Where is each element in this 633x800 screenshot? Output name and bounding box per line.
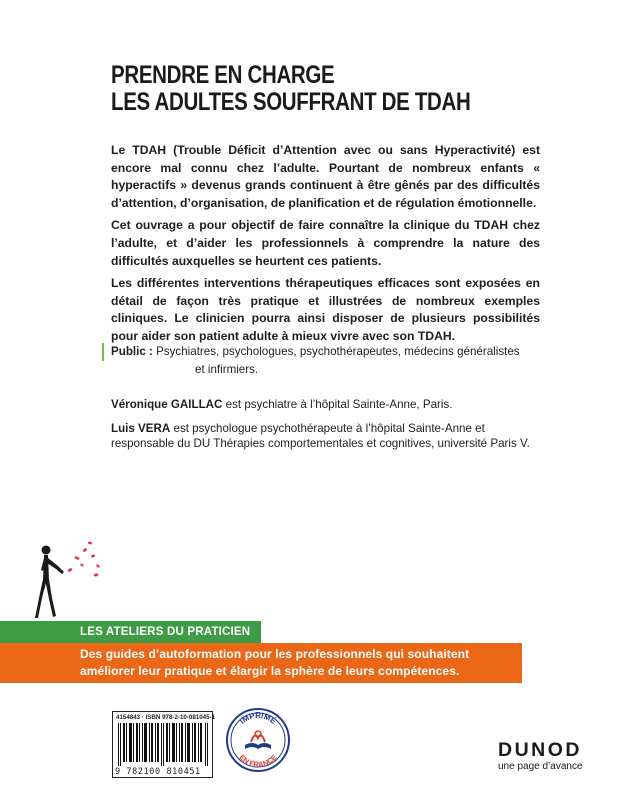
summary-text <box>111 142 540 351</box>
barcode-digits: 9 782100 810451 <box>115 767 201 777</box>
barcode <box>112 711 216 778</box>
author-name: Véronique GAILLAC <box>111 398 223 411</box>
seal-bottom-text: EN FRANCE <box>237 752 279 770</box>
walking-man-illustration <box>30 540 110 627</box>
audience-accent-bar <box>102 343 104 361</box>
author-name: Luis VERA <box>111 422 171 435</box>
summary-paragraph-1: Le TDAH (Trouble Déficit d’Attention avec ou sans Hyperactivité) est encore mal connu chez l’adulte. Pourtant de nombreux enfants « hyperactifs » devenus grands continuent à être gênés par des difficultés d’attention, d’organisation, de planification et de régulation émotionnelle. <box>111 143 540 210</box>
audience-section <box>111 343 551 378</box>
audience-line-1: Psychiatres, psychologues, psychothérapeutes, médecins généralistes <box>156 345 520 358</box>
publisher-tagline: une page d’avance <box>498 761 583 772</box>
title-line-1: PRENDRE EN CHARGE <box>111 61 335 89</box>
audience-line-2: et infirmiers. <box>195 362 259 376</box>
barcode-bars <box>117 723 210 766</box>
publisher-brand <box>498 740 598 772</box>
publisher-logo: DUNOD <box>498 739 582 761</box>
authors-section <box>111 397 551 460</box>
book-title <box>111 61 471 116</box>
seal-top-text: IMPRIMÉ <box>237 711 278 726</box>
author-bio: est psychiatre à l’hôpital Sainte-Anne, Paris. <box>225 398 453 411</box>
title-line-2: LES ADULTES SOUFFRANT DE TDAH <box>111 88 471 116</box>
series-tagline-band <box>0 643 522 683</box>
series-tagline-line-1: Des guides d’autoformation pour les professionnels qui souhaitent <box>80 647 470 661</box>
printed-in-france-seal <box>225 707 291 773</box>
author-entry <box>111 397 551 412</box>
author-entry <box>111 421 551 451</box>
summary-paragraph-2: Cet ouvrage a pour objectif de faire connaître la clinique du TDAH chez l’adulte, et d’aider les professionnels à comprendre la nature des difficultés auxquelles se heurtent ces patients. <box>111 218 540 268</box>
isbn-text: 4154843 · ISBN 978-2-10-081045-1 <box>116 714 216 721</box>
series-tagline-line-2: améliorer leur pratique et élargir la sphère de leurs compétences. <box>80 664 460 678</box>
series-name-band: LES ATELIERS DU PRATICIEN <box>0 621 261 643</box>
audience-label: Public : <box>111 345 153 358</box>
summary-paragraph-3: Les différentes interventions thérapeutiques efficaces sont exposées en détail de façon très pratique et illustrées de nombreux exemples cliniques. Le clinicien pourra ainsi disposer de plusieurs possibilités pour aider son patient adulte à mieux vivre avec son TDAH. <box>111 276 540 343</box>
author-bio: est psychologue psychothérapeute à l’hôpital Sainte-Anne et responsable du DU Thérapies comportementales et cognitives, université Paris V. <box>111 422 530 450</box>
